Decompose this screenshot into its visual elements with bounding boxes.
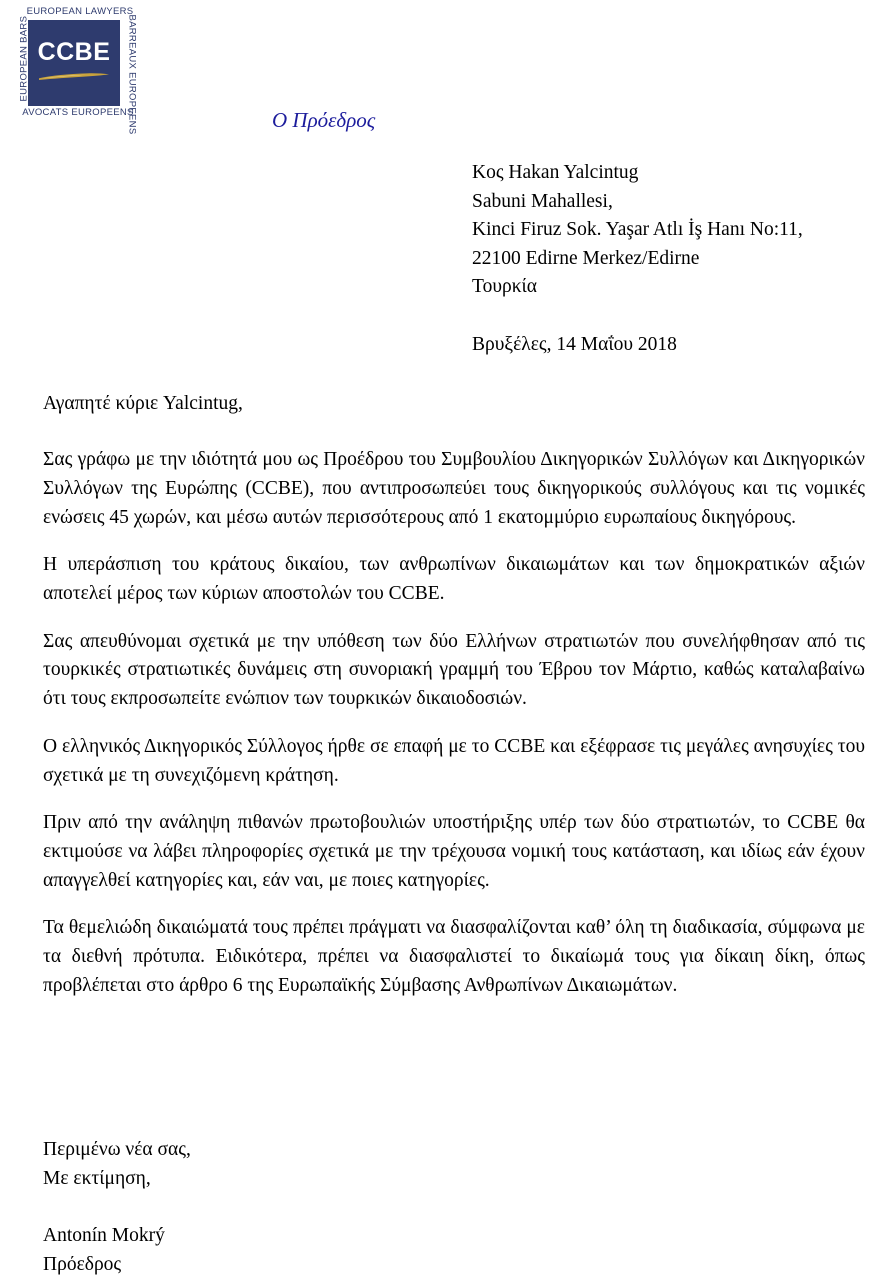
- ccbe-logo: [8, 6, 138, 135]
- logo-right-label: BARREAUX EUROPEENS: [126, 14, 138, 135]
- logo-ccbe-wordmark: CCBE: [37, 38, 111, 66]
- signatory-role: Πρόεδρος: [43, 1253, 122, 1275]
- salutation: Αγαπητέ κύριε Yalcintug,: [43, 393, 243, 414]
- closing-block: [43, 1136, 191, 1193]
- address-line: Κος Hakan Yalcintug: [472, 162, 639, 183]
- body-paragraph: Ο ελληνικός Δικηγορικός Σύλλογος ήρθε σε επαφή με το CCBE και εξέφρασε τις μεγάλες ανησυχίες του σχετικά με τη συνεχιζόμενη κράτηση.: [43, 735, 865, 786]
- body-paragraph: Σας απευθύνομαι σχετικά με την υπόθεση των δύο Ελλήνων στρατιωτών που συνελήφθησαν από τις τουρκικές στρατιωτικές δυνάμεις στη συνοριακή γραμμή του Έβρου τον Μάρτιο, καθώς καταλαβαίνω ότι τους εκπροσωπείτε ενώπιον των τουρκικών δικαιοδοσιών.: [43, 630, 865, 710]
- body-paragraph: Σας γράφω με την ιδιότητά μου ως Προέδρου του Συμβουλίου Δικηγορικών Συλλόγων και Δικηγορικών Συλλόγων της Ευρώπης (CCBE), που αντιπροσωπεύει τους δικηγορικούς συλλόγους και τις νομικές ενώσεις 45 χωρών, και μέσω αυτών περισσότερους από 1 εκατομμύριο ευρωπαίους δικηγόρους.: [43, 449, 865, 528]
- address-line: Sabuni Mahallesi,: [472, 190, 613, 212]
- body-paragraph: Πριν από την ανάληψη πιθανών πρωτοβουλιών υποστήριξης υπέρ των δύο στρατιωτών, το CCBE θα εκτιμούσε να λάβει πληροφορίες σχετικά με την τρέχουσα νομική τους κατάσταση, και ιδίως εάν έχουν απαγγελθεί κατηγορίες και, εάν ναι, με ποιες κατηγορίες.: [43, 812, 865, 891]
- logo-bottom-label: AVOCATS EUROPEENS: [22, 107, 134, 118]
- closing-line: Με εκτίμηση,: [43, 1167, 151, 1189]
- signature-block: [43, 1222, 165, 1279]
- letter-body: [43, 446, 865, 1001]
- closing-line: Περιμένω νέα σας,: [43, 1139, 191, 1160]
- address-line: Kinci Firuz Sok. Yaşar Atlı İş Hanı No:11,: [472, 219, 803, 241]
- address-line: 22100 Edirne Merkez/Edirne: [472, 247, 700, 269]
- page-title: Ο Πρόεδρος: [272, 108, 376, 132]
- body-paragraph: Τα θεμελιώδη δικαιώματά τους πρέπει πράγματι να διασφαλίζονται καθ’ όλη τη διαδικασία, σύμφωνα με τα διεθνή πρότυπα. Ειδικότερα, πρέπει να διασφαλιστεί το δικαίωμά τους για δίκαιη δίκη, όπως προβλέπεται στο άρθρο 6 της Ευρωπαϊκής Σύμβασης Ανθρωπίνων Δικαιωμάτων.: [43, 917, 865, 997]
- date-line: Βρυξέλες, 14 Μαΐου 2018: [472, 334, 677, 355]
- logo-top-label: EUROPEAN LAWYERS: [26, 6, 134, 17]
- logo-left-label: EUROPEAN BARS: [18, 15, 30, 102]
- body-paragraph: Η υπεράσπιση του κράτους δικαίου, των ανθρωπίνων δικαιωμάτων και των δημοκρατικών αξιών αποτελεί μέρος των κύριων αποστολών του CCBE.: [43, 554, 865, 605]
- logo-swoosh-icon: [38, 72, 110, 81]
- signatory-name: Antonín Mokrý: [43, 1225, 165, 1246]
- address-line: Τουρκία: [472, 276, 537, 298]
- recipient-address-block: [472, 159, 803, 302]
